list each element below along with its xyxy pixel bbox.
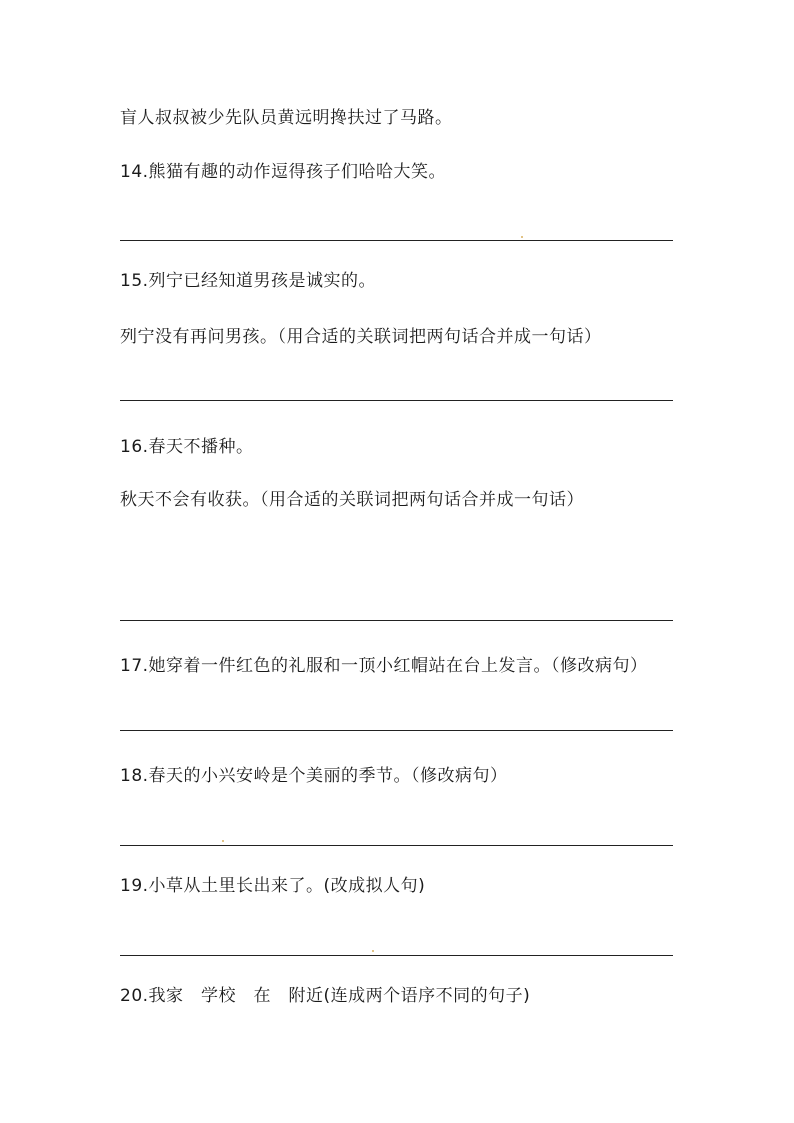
question-16: 16.春天不播种。 <box>120 437 254 457</box>
question-18: 18.春天的小兴安岭是个美丽的季节。（修改病句） <box>120 766 508 786</box>
question-15: 15.列宁已经知道男孩是诚实的。 <box>120 271 377 291</box>
answer-line-19[interactable] <box>120 955 673 956</box>
answer-line-17[interactable] <box>120 730 673 731</box>
question-19: 19.小草从土里长出来了。(改成拟人句) <box>120 876 426 896</box>
speck-mark <box>222 840 224 842</box>
question-17: 17.她穿着一件红色的礼服和一顶小红帽站在台上发言。（修改病句） <box>120 656 648 676</box>
speck-mark <box>521 236 523 238</box>
answer-line-15[interactable] <box>120 400 673 401</box>
question-14: 14.熊猫有趣的动作逗得孩子们哈哈大笑。 <box>120 162 447 182</box>
answer-line-16[interactable] <box>120 620 673 621</box>
answer-line-14[interactable] <box>120 240 673 241</box>
answer-line-18[interactable] <box>120 845 673 846</box>
question-16-part-2: 秋天不会有收获。（用合适的关联词把两句话合并成一句话） <box>120 490 584 510</box>
sentence-13-answer: 盲人叔叔被少先队员黄远明搀扶过了马路。 <box>120 108 453 128</box>
question-15-part-2: 列宁没有再问男孩。（用合适的关联词把两句话合并成一句话） <box>120 327 602 347</box>
question-20: 20.我家 学校 在 附近(连成两个语序不同的句子) <box>120 986 531 1006</box>
speck-mark <box>372 950 374 952</box>
